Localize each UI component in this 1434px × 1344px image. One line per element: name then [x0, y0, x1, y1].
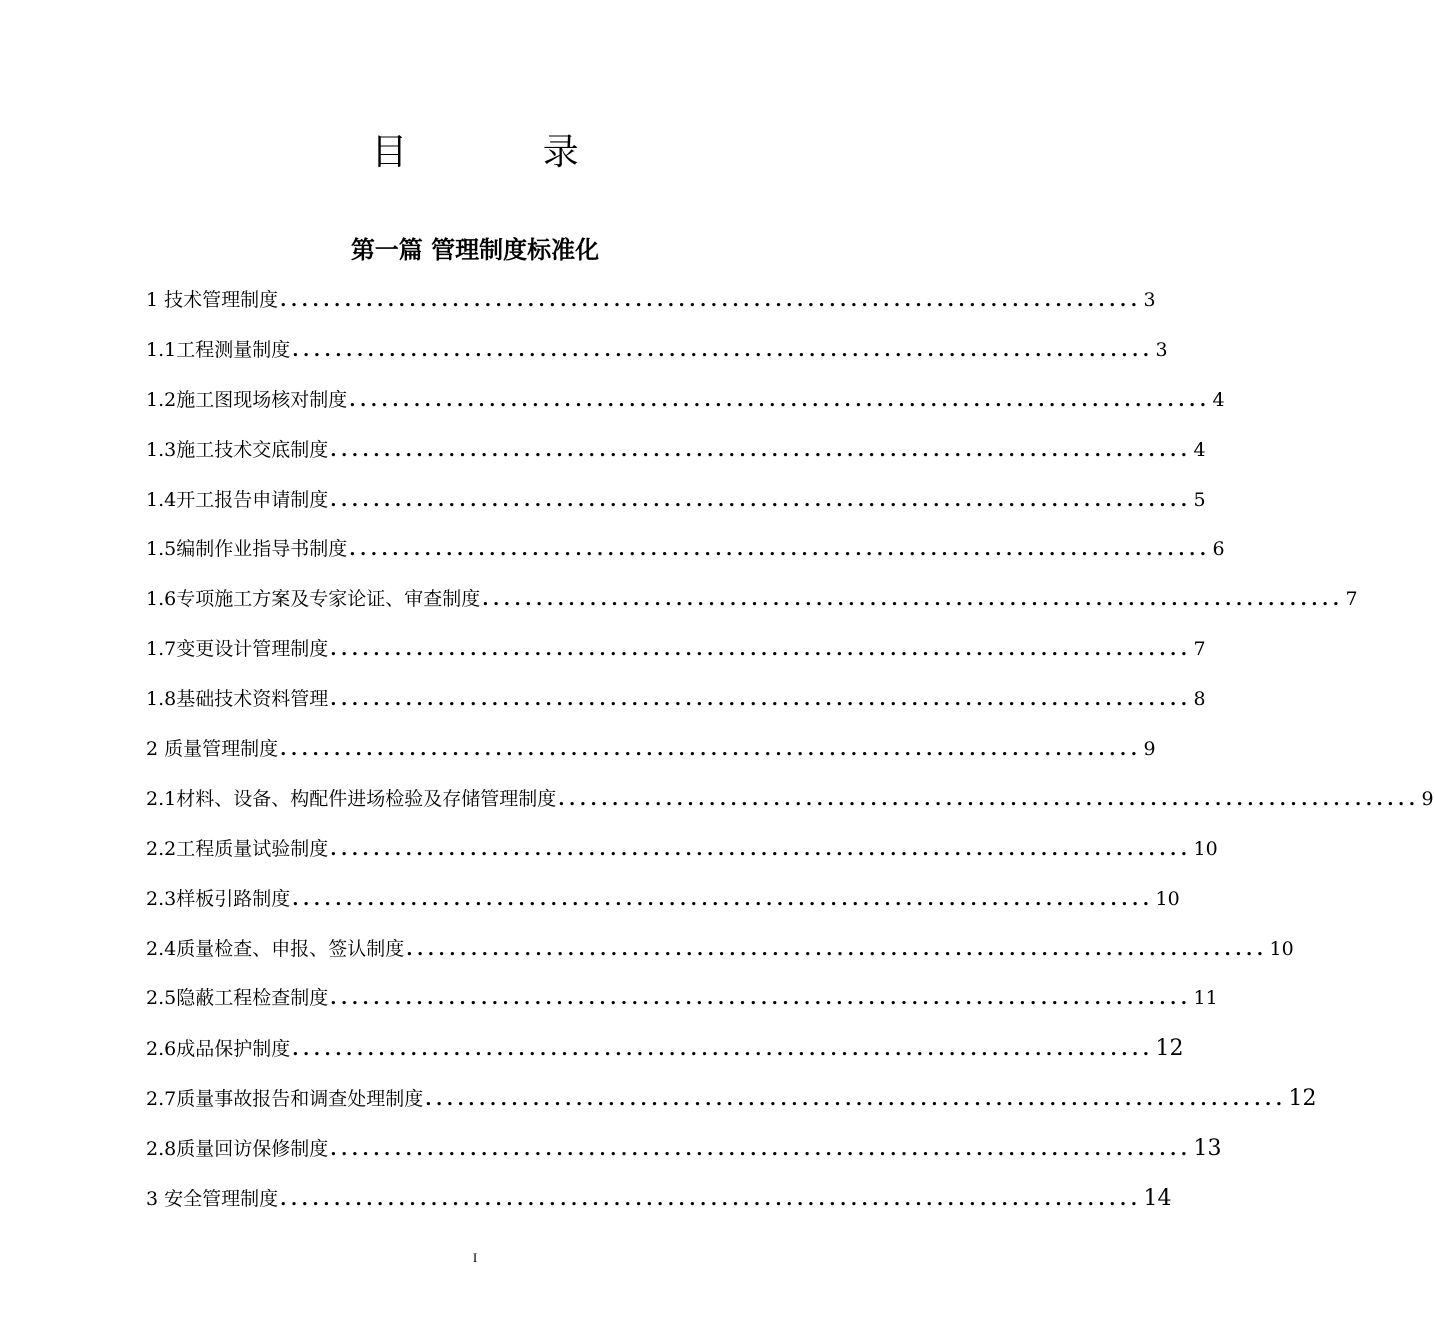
- toc-entry-page: 10: [1193, 837, 1218, 860]
- toc-entry-page: 14: [1143, 1186, 1172, 1212]
- toc-entry[interactable]: [146, 875, 1180, 925]
- toc-entry-page: 9: [1143, 738, 1156, 761]
- toc-entry-page: 4: [1212, 388, 1225, 411]
- toc-leader-dots: ................................................................................: [330, 838, 1192, 860]
- toc-entry-label: 2.1材料、设备、构配件进场检验及存储管理制度: [146, 787, 557, 810]
- toc-entry-label: 1.5编制作业指导书制度: [146, 538, 348, 561]
- table-of-contents: [146, 276, 1434, 1224]
- toc-leader-dots: ................................................................................: [330, 639, 1192, 661]
- toc-entry-label: 1.8基础技术资料管理: [146, 688, 329, 711]
- toc-entry[interactable]: [146, 925, 1294, 975]
- toc-entry-label: 1.2施工图现场核对制度: [146, 388, 348, 411]
- toc-entry-page: 5: [1193, 488, 1206, 511]
- toc-leader-dots: ................................................................................: [330, 489, 1192, 511]
- toc-leader-dots: ................................................................................: [406, 938, 1268, 960]
- toc-entry[interactable]: [146, 1074, 1317, 1124]
- toc-entry[interactable]: [146, 974, 1218, 1024]
- toc-entry[interactable]: [146, 575, 1358, 625]
- toc-leader-dots: ................................................................................: [425, 1089, 1287, 1111]
- part-title: 第一篇 管理制度标准化: [350, 235, 600, 264]
- toc-leader-dots: ................................................................................: [330, 439, 1192, 461]
- toc-entry-page: 11: [1193, 987, 1218, 1010]
- toc-leader-dots: ................................................................................: [292, 1039, 1154, 1061]
- toc-entry-page: 9: [1421, 787, 1434, 810]
- toc-entry-label: 1.3施工技术交底制度: [146, 438, 329, 461]
- page-title: 目 录: [371, 132, 641, 173]
- toc-leader-dots: ................................................................................: [292, 339, 1154, 361]
- toc-leader-dots: ................................................................................: [349, 539, 1211, 561]
- toc-leader-dots: ................................................................................: [280, 1189, 1142, 1211]
- toc-entry-label: 2 质量管理制度: [146, 738, 279, 761]
- toc-entry-label: 3 安全管理制度: [146, 1188, 279, 1211]
- toc-entry-page: 4: [1193, 438, 1206, 461]
- toc-leader-dots: ................................................................................: [330, 689, 1192, 711]
- toc-entry-label: 2.4质量检查、申报、签认制度: [146, 937, 405, 960]
- toc-entry[interactable]: [146, 775, 1434, 825]
- toc-entry-page: 12: [1288, 1086, 1317, 1112]
- toc-entry-label: 2.6成品保护制度: [146, 1038, 291, 1061]
- toc-entry-label: 1.1工程测量制度: [146, 338, 291, 361]
- toc-entry-page: 7: [1193, 638, 1206, 661]
- toc-leader-dots: ................................................................................: [330, 988, 1192, 1010]
- toc-entry-page: 7: [1345, 588, 1358, 611]
- toc-entry[interactable]: [146, 376, 1225, 426]
- toc-entry-page: 6: [1212, 538, 1225, 561]
- toc-entry[interactable]: [146, 525, 1225, 575]
- toc-entry-page: 3: [1143, 289, 1156, 311]
- toc-entry-page: 10: [1269, 937, 1294, 960]
- toc-entry-label: 2.3样板引路制度: [146, 887, 291, 910]
- toc-entry[interactable]: [146, 426, 1206, 476]
- toc-entry-page: 8: [1193, 688, 1206, 711]
- toc-entry[interactable]: [146, 1124, 1222, 1174]
- toc-leader-dots: ................................................................................: [292, 888, 1154, 910]
- toc-leader-dots: ................................................................................: [330, 1139, 1192, 1161]
- toc-entry[interactable]: [146, 725, 1156, 775]
- toc-entry-label: 1 技术管理制度: [146, 289, 279, 311]
- toc-entry[interactable]: [146, 625, 1206, 675]
- toc-entry-label: 2.5隐蔽工程检查制度: [146, 987, 329, 1010]
- toc-leader-dots: ................................................................................: [349, 389, 1211, 411]
- toc-entry[interactable]: [146, 326, 1168, 376]
- toc-entry-page: 10: [1155, 887, 1180, 910]
- toc-entry-label: 2.7质量事故报告和调查处理制度: [146, 1088, 424, 1111]
- toc-entry[interactable]: [146, 675, 1206, 725]
- toc-entry[interactable]: [146, 825, 1218, 875]
- toc-entry-label: 2.8质量回访保修制度: [146, 1138, 329, 1161]
- toc-entry-page: 3: [1155, 338, 1168, 361]
- toc-entry[interactable]: [146, 276, 1156, 326]
- toc-entry[interactable]: [146, 1174, 1172, 1224]
- toc-leader-dots: ................................................................................: [280, 739, 1142, 761]
- toc-leader-dots: ................................................................................: [558, 788, 1420, 810]
- toc-leader-dots: ................................................................................: [482, 589, 1344, 611]
- toc-entry-label: 1.4开工报告申请制度: [146, 488, 329, 511]
- toc-entry[interactable]: [146, 1024, 1184, 1074]
- toc-entry-page: 12: [1155, 1036, 1184, 1062]
- toc-entry-label: 1.6专项施工方案及专家论证、审查制度: [146, 588, 481, 611]
- toc-entry-page: 13: [1193, 1136, 1222, 1162]
- toc-entry[interactable]: [146, 476, 1206, 526]
- page-number: I: [472, 1250, 478, 1265]
- toc-entry-label: 2.2工程质量试验制度: [146, 837, 329, 860]
- toc-leader-dots: ................................................................................: [280, 290, 1142, 311]
- toc-entry-label: 1.7变更设计管理制度: [146, 638, 329, 661]
